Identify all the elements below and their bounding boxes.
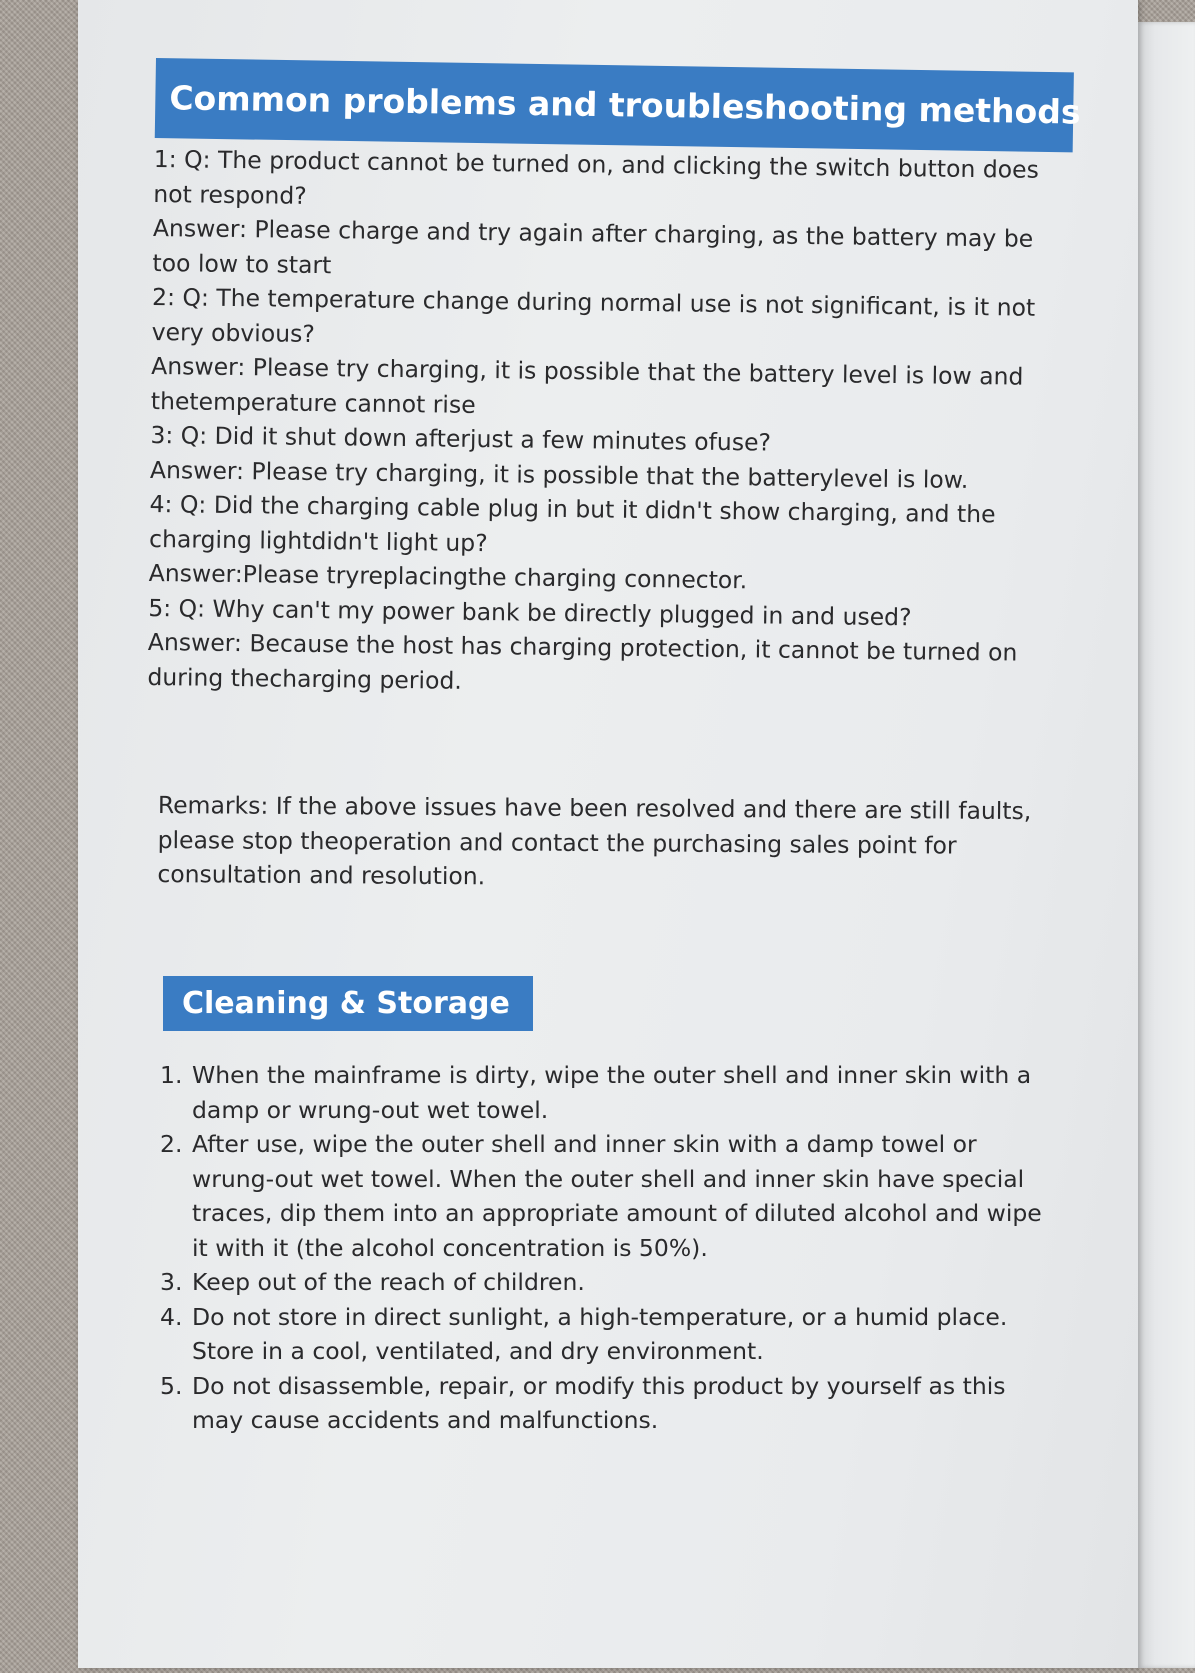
remarks-line-3: consultation and resolution. <box>157 859 486 891</box>
q2-answer-line-1: Answer: Please try charging, it is possible that the battery level is low and <box>151 351 1024 391</box>
cleaning-item-number: 2. <box>160 1130 183 1158</box>
troubleshooting-heading: Common problems and troubleshooting methods <box>155 58 1074 152</box>
q5-answer-line-1: Answer: Because the host has charging protection, it cannot be turned on <box>147 627 1018 667</box>
cleaning-item-number: 3. <box>160 1268 183 1296</box>
cleaning-item-text: Keep out of the reach of children. <box>192 1268 585 1296</box>
cleaning-item-1 <box>160 1058 1060 1127</box>
cleaning-item-3 <box>160 1265 1060 1300</box>
next-page-edge <box>1138 22 1195 1668</box>
q1-answer-line-1: Answer: Please charge and try again after charging, as the battery may be <box>152 213 1034 253</box>
q1-question-line-2: not respond? <box>153 179 307 210</box>
q4-answer-line: Answer:Please tryreplacingthe charging connector. <box>148 558 748 595</box>
q2-question-line-2: very obvious? <box>151 317 315 348</box>
q1-question-line-1: 1: Q: The product cannot be turned on, and clicking the switch button does <box>153 144 1039 184</box>
q2-answer-line-2: thetemperature cannot rise <box>150 386 476 419</box>
q5-question-line: 5: Q: Why can't my power bank be directly plugged in and used? <box>148 593 912 631</box>
cleaning-item-number: 4. <box>160 1302 183 1331</box>
cleaning-item-text: When the mainframe is dirty, wipe the outer shell and inner skin with a damp or wrung-out wet towel. <box>192 1061 1032 1124</box>
q2-question-line-1: 2: Q: The temperature change during normal use is not significant, is it not <box>151 282 1036 322</box>
q3-question-line: 3: Q: Did it shut down afterjust a few minutes ofuse? <box>150 420 772 457</box>
cleaning-item-text: After use, wipe the outer shell and inner skin with a damp towel or wrung-out wet towel. When the outer shell and inner skin have special traces, dip them into an appropriate amount of diluted alcohol and wipe it with it (the alcohol concentration is 50%). <box>192 1130 1042 1262</box>
cleaning-item-text: Do not store in direct sunlight, a high-temperature, or a humid place. Store in a cool, ventilated, and dry environment. <box>192 1302 1008 1365</box>
q3-answer-line: Answer: Please try charging, it is possible that the batterylevel is low. <box>149 455 969 494</box>
cleaning-item-number: 1. <box>160 1061 183 1089</box>
cleaning-item-5 <box>160 1369 1060 1438</box>
q1-answer-line-2: too low to start <box>152 248 332 279</box>
remarks-paragraph <box>157 788 1078 898</box>
cleaning-item-number: 5. <box>160 1371 183 1400</box>
troubleshooting-qa <box>147 142 1094 705</box>
remarks-line-2: please stop theoperation and contact the purchasing sales point for <box>157 825 957 860</box>
cleaning-item-4 <box>160 1300 1060 1369</box>
cleaning-item-2 <box>160 1127 1060 1265</box>
q4-question-line-1: 4: Q: Did the charging cable plug in but it didn't show charging, and the <box>149 489 996 529</box>
cleaning-heading: Cleaning & Storage <box>163 976 533 1031</box>
q4-question-line-2: charging lightdidn't light up? <box>148 524 488 557</box>
cleaning-list <box>160 1058 1060 1438</box>
remarks-line-1: Remarks: If the above issues have been resolved and there are still faults, <box>157 790 1032 826</box>
q5-answer-line-2: during thecharging period. <box>147 662 462 695</box>
cleaning-item-text: Do not disassemble, repair, or modify this product by yourself as this may cause accidents and malfunctions. <box>192 1371 1006 1434</box>
